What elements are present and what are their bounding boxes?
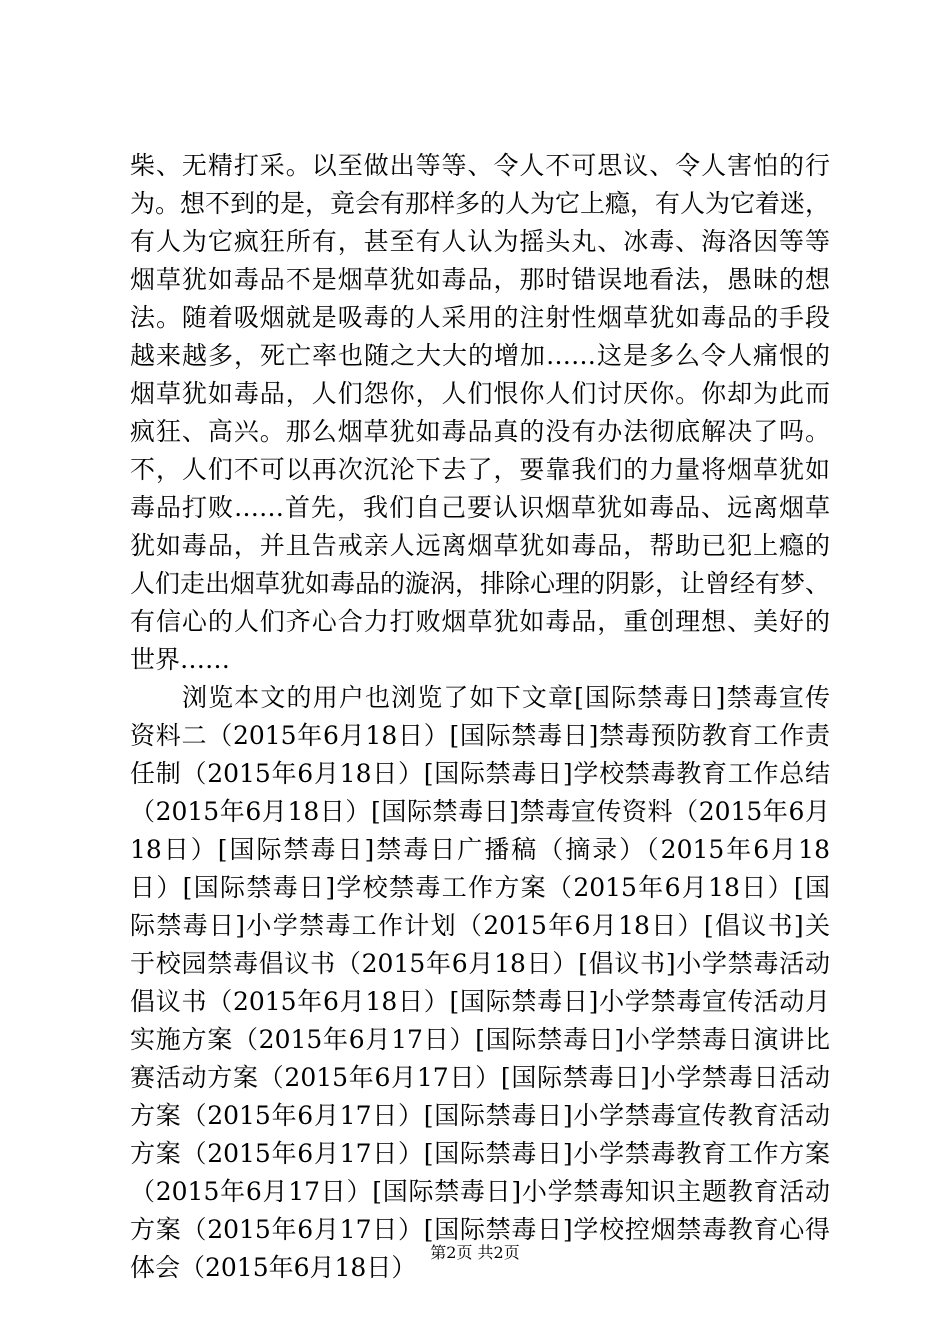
paragraph-essay [130,147,830,679]
text-line: 为。想不到的是，竟会有那样多的人为它上瘾，有人为它着迷， [130,189,830,218]
text-line: 世界…… [130,645,231,674]
text-line: 18日）[国际禁毒日]禁毒日广播稿（摘录）（2015年6月18 [130,835,830,864]
text-line: 人们走出烟草犹如毒品的漩涡，排除心理的阴影，让曾经有梦、 [130,569,830,598]
text-line: 犹如毒品，并且告戒亲人远离烟草犹如毒品，帮助已犯上瘾的 [130,531,830,560]
text-line: 方案（2015年6月17日）[国际禁毒日]小学禁毒教育工作方案 [130,1139,830,1168]
text-line: 体会（2015年6月18日） [130,1253,417,1282]
text-line: 日）[国际禁毒日]学校禁毒工作方案（2015年6月18日）[国 [130,873,830,902]
text-line: 于校园禁毒倡议书（2015年6月18日）[倡议书]小学禁毒活动 [130,949,830,978]
text-line: 烟草犹如毒品不是烟草犹如毒品，那时错误地看法，愚昧的想 [130,265,830,294]
text-line: 有人为它疯狂所有，甚至有人认为摇头丸、冰毒、海洛因等等 [130,227,830,256]
text-line: 际禁毒日]小学禁毒工作计划（2015年6月18日）[倡议书]关 [130,911,830,940]
text-line: 任制（2015年6月18日）[国际禁毒日]学校禁毒教育工作总结 [130,759,830,788]
text-line: 浏览本文的用户也浏览了如下文章[国际禁毒日]禁毒宣传 [182,683,830,712]
text-line: 方案（2015年6月17日）[国际禁毒日]小学禁毒宣传教育活动 [130,1101,830,1130]
text-line: 毒品打败……首先，我们自己要认识烟草犹如毒品、远离烟草 [130,493,830,522]
document-body [130,147,830,1287]
text-line: 不，人们不可以再次沉沦下去了，要靠我们的力量将烟草犹如 [130,455,830,484]
text-line: 有信心的人们齐心合力打败烟草犹如毒品，重创理想、美好的 [130,607,830,636]
text-line: 柴、无精打采。以至做出等等、令人不可思议、令人害怕的行 [130,151,830,180]
paragraph-related-articles [130,679,830,1287]
text-line: 实施方案（2015年6月17日）[国际禁毒日]小学禁毒日演讲比 [130,1025,830,1054]
text-line: （2015年6月18日）[国际禁毒日]禁毒宣传资料（2015年6月 [130,797,830,826]
text-line: 倡议书（2015年6月18日）[国际禁毒日]小学禁毒宣传活动月 [130,987,830,1016]
page-number-footer: 第2页 共2页 [430,1243,520,1262]
text-line: 越来越多，死亡率也随之大大的增加……这是多么令人痛恨的 [130,341,830,370]
text-line: 疯狂、高兴。那么烟草犹如毒品真的没有办法彻底解决了吗。 [130,417,830,446]
text-line: （2015年6月17日）[国际禁毒日]小学禁毒知识主题教育活动 [130,1177,830,1206]
text-line: 烟草犹如毒品，人们怨你，人们恨你人们讨厌你。你却为此而 [130,379,830,408]
text-line: 赛活动方案（2015年6月17日）[国际禁毒日]小学禁毒日活动 [130,1063,830,1092]
text-line: 法。随着吸烟就是吸毒的人采用的注射性烟草犹如毒品的手段 [130,303,830,332]
text-line: 方案（2015年6月17日）[国际禁毒日]学校控烟禁毒教育心得 [130,1215,830,1244]
text-line: 资料二（2015年6月18日）[国际禁毒日]禁毒预防教育工作责 [130,721,830,750]
